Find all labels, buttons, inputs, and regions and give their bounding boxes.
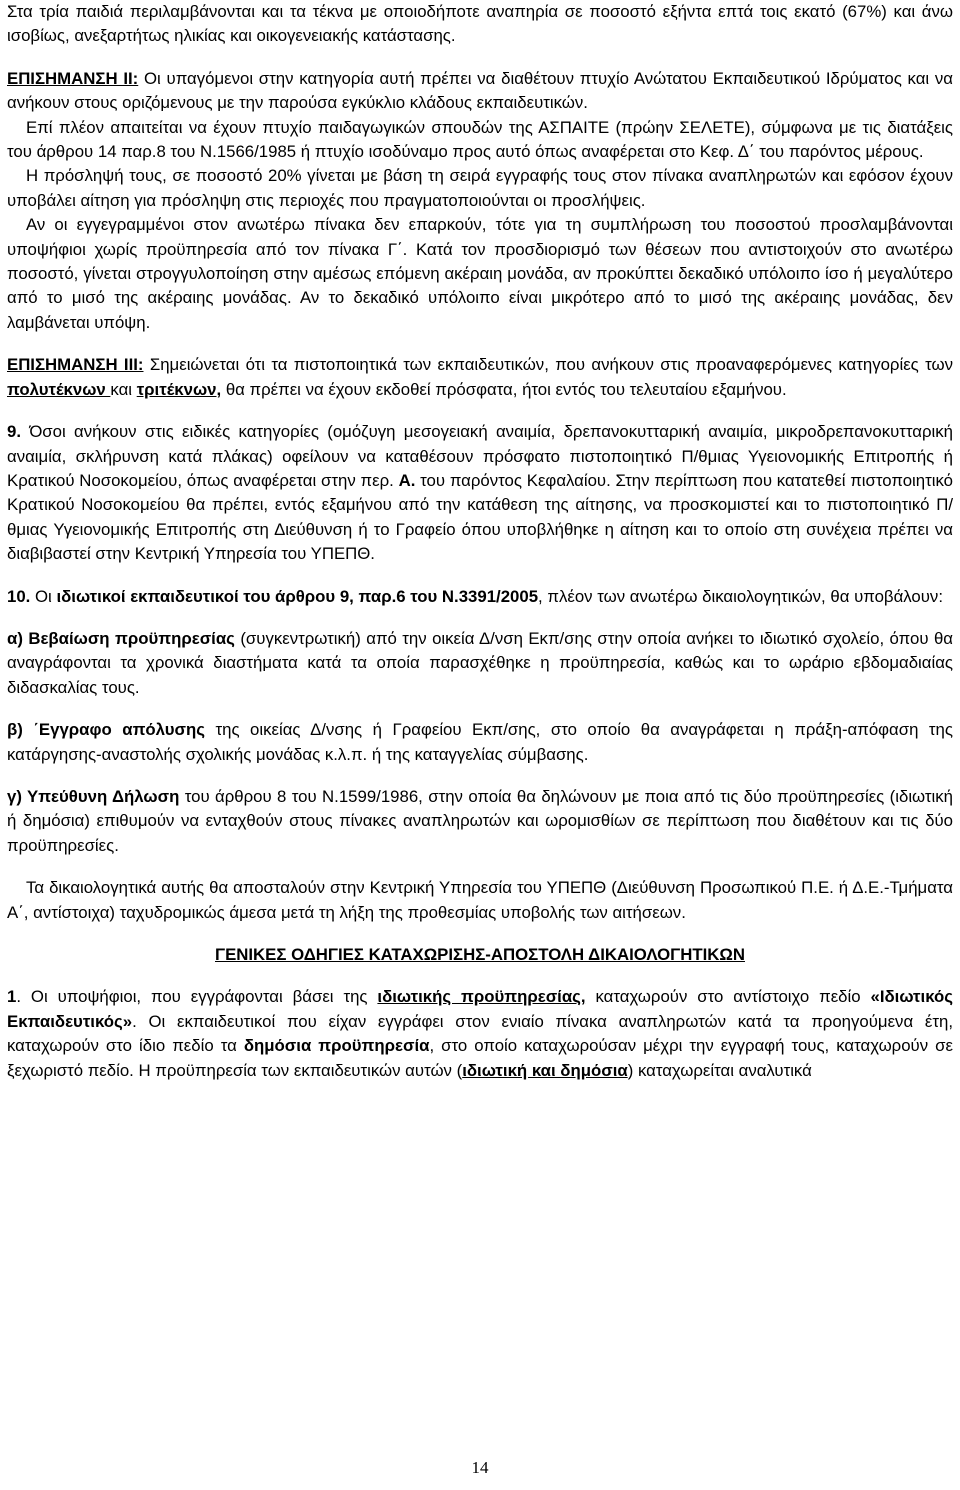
general-1-number: 1 [7,987,17,1007]
general-1-text-1: . Οι υποψήφιοι, που εγγράφονται βάσει της [16,987,378,1007]
item-10-paragraph [7,585,953,609]
closing-paragraph: Τα δικαιολογητικά αυτής θα αποσταλούν στην Κεντρική Υπηρεσία του ΥΠΕΠΘ (Διεύθυνση Προσωπικού Π.Ε. ή Δ.Ε.-Τμήματα Α΄, αντίστοιχα) ταχυδρομικώς άμεσα μετά τη λήξη της προθεσμίας υποβολής των αιτήσεων. [7,878,953,922]
general-1-private-public: ιδιωτική και δημόσια [462,1060,628,1080]
note-2-label: ΕΠΙΣΗΜΑΝΣΗ ΙΙ: [7,68,139,88]
note-3-text-2: και [110,379,137,399]
item-10-bold: ιδιωτικοί εκπαιδευτικοί του άρθρου 9, παρ.6 του Ν.3391/2005 [56,586,539,606]
note-3-label: ΕΠΙΣΗΜΑΝΣΗ ΙΙΙ: [7,355,144,375]
general-1-paragraph [7,985,953,1083]
note-3-text-1: Σημειώνεται ότι τα πιστοποιητικά των εκπαιδευτικών, που ανήκουν στις προαναφερόμενες κατηγορίες των [143,355,953,375]
section-heading [7,943,953,967]
note-2-text: Οι υπαγόμενοι στην κατηγορία αυτή πρέπει να διαθέτουν πτυχίο Ανώτατου Εκπαιδευτικού Ιδρύματος και να ανήκουν στους οριζόμενους με την παρούσα εγκύκλιο κλάδους εκπαιδευτικών. [7,68,953,113]
item-b-text: της οικείας Δ/νσης ή Γραφείου Εκπ/σης, στο οποίο θα αναγράφεται η πράξη-απόφαση της κατάργησης-αναστολής σχολικής μονάδας κ.λ.π. ή της καταγγελίας σύμβασης. [7,720,953,764]
item-a-text: (συγκεντρωτική) από την οικεία Δ/νση Εκπ/σης στην οποία ανήκει το ιδιωτικό σχολείο, όπου θα αναγράφονται τα χρονικά διαστήματα κατά τα οποία παρασχέθηκε η προϋπηρεσία, καθώς και το ωράριο εβδομαδιαίας διδασκαλίας τους. [7,628,953,697]
note-3-polyteknon: πολυτέκνων [7,379,111,399]
section-heading-text: ΓΕΝΙΚΕΣ ΟΔΗΓΙΕΣ ΚΑΤΑΧΩΡΙΣΗΣ-ΑΠΟΣΤΟΛΗ ΔΙΚΑΙΟΛΟΓΗΤΙΚΩΝ [215,945,745,964]
note-2-paragraph-2: Επί πλέον απαιτείται να έχουν πτυχίο παιδαγωγικών σπουδών της ΑΣΠΑΙΤΕ (πρώην ΣΕΛΕΤΕ), σύμφωνα με τις διατάξεις του άρθρου 14 παρ.8 του Ν.1566/1985 ή πτυχίο ισοδύναμο προς αυτό όπως αναφέρεται στο Κεφ. Δ΄ του παρόντος μέρους. [7,117,953,162]
general-1-text-4: , στο οποίο καταχωρούσαν μέχρι την εγγραφή τους, καταχωρούν σε ξεχωριστό πεδίο. Η προϋπηρεσία των εκπαιδευτικών αυτών ( [7,1036,954,1080]
general-1-text-5: ) καταχωρείται αναλυτικά [627,1060,812,1080]
general-1-public-service: δημόσια προϋπηρεσία [243,1036,430,1056]
general-1-private-service: ιδιωτικής προϋπηρεσίας, [377,987,586,1007]
item-b-label: β) ΄Εγγραφο απόλυσης [7,720,205,740]
item-9-number: 9. [7,422,21,442]
item-a-label: α) Βεβαίωση προϋπηρεσίας [7,628,235,648]
general-1-text-2: καταχωρούν στο αντίστοιχο πεδίο [585,987,871,1007]
item-c-paragraph [7,785,953,858]
general-1-text-3: . Οι εκπαιδευτικοί που είχαν εγγράφει στον ενιαίο πίνακα αναπληρωτών κατά τα προηγούμενα έτη, καταχωρούν στο ίδιο πεδίο τα [7,1011,953,1056]
item-10-text-2: , πλέον των ανωτέρω δικαιολογητικών, θα υποβάλουν: [538,586,943,606]
item-c-text: του άρθρου 8 του Ν.1599/1986, στην οποία θα δηλώνουν με ποια από τις δύο προϋπηρεσίες (ιδιωτική ή δημόσια) επιθυμούν να ενταχθούν στους πίνακες αναπληρωτών και ωρομισθίων σε περίπτωση που διαθέτουν και τις δύο προϋπηρεσίες. [7,786,953,855]
item-10-text-1: Οι [30,586,57,606]
item-9-paragraph [7,420,953,566]
item-c-label: γ) Υπεύθυνη Δήλωση [7,786,180,806]
note-3-triteknon: τριτέκνων, [136,379,222,399]
note-3-paragraph [7,353,953,402]
page-number: 14 [471,1458,489,1477]
item-10-number: 10. [7,586,31,606]
item-9-text-1: Όσοι ανήκουν στις ειδικές κατηγορίες (ομόζυγη μεσογειακή αναιμία, δρεπανοκυτταρική αναιμία, μικροδρεπανοκυτταρική αναιμία, σκλήρυνση κατά πλάκας) οφείλουν να καταθέσουν πρόσφατο πιστοποιητικό Π/θμιας Υγειονομικής Επιτροπής ή Κρατικού Νοσοκομείου, όπως αναφέρεται στην περ. [7,422,953,490]
item-9-ref: Α. [398,470,416,490]
paragraph-children-disability: Στα τρία παιδιά περιλαμβάνονται και τα τέκνα με οποιοδήποτε αναπηρία σε ποσοστό εξήντα επτά τοις εκατό (67%) και άνω ισοβίως, ανεξαρτήτως ηλικίας και οικογενειακής κατάστασης. [7,2,953,46]
note-2-paragraph-3: Η πρόσληψή τους, σε ποσοστό 20% γίνεται με βάση τη σειρά εγγραφής τους στον πίνακα αναπληρωτών και εφόσον έχουν υποβάλει αίτηση για πρόσληψη στις περιοχές που πραγματοποιούνται οι προσλήψεις. [7,166,953,210]
note-3-text-3: θα πρέπει να έχουν εκδοθεί πρόσφατα, ήτοι εντός του τελευταίου εξαμήνου. [221,379,787,399]
note-2-paragraph [7,67,953,116]
item-b-paragraph [7,718,953,767]
item-a-paragraph [7,627,953,700]
item-9-text-2: του παρόντος Κεφαλαίου. Στην περίπτωση που κατατεθεί πιστοποιητικό Κρατικού Νοσοκομείου θα πρέπει, εντός εξαμήνου από την κατάθεση της αίτησης, να προσκομιστεί και το πιστοποιητικό Π/θμιας Υγειονομικής Επιτροπής στη Διεύθυνση ή το Γραφείο όπου υποβλήθηκε η αίτηση και το οποίο στη συνέχεια πρέπει να διαβιβαστεί στην Κεντρική Υπηρεσία του ΥΠΕΠΘ. [7,470,953,564]
note-2-paragraph-4: Αν οι εγγεγραμμένοι στον ανωτέρω πίνακα δεν επαρκούν, τότε για τη συμπλήρωση του ποσοστού προσλαμβάνονται υποψήφιοι χωρίς προϋπηρεσία από τον πίνακα Γ΄. Κατά τον προσδιορισμό των θέσεων που αντιστοιχούν στο ανωτέρω ποσοστό, γίνεται στρογγυλοποίηση στην αμέσως επόμενη ακέραιη μονάδα, αν προκύπτει δεκαδικό υπόλοιπο ίσο ή μεγαλύτερο από το μισό της ακέραιης μονάδας. Αν το δεκαδικό υπόλοιπο είναι μικρότερο από το μισό της ακέραιης μονάδας, δεν λαμβάνεται υπόψη. [7,215,953,332]
general-1-field-name: «Ιδιωτικός Εκπαιδευτικός» [7,987,953,1031]
